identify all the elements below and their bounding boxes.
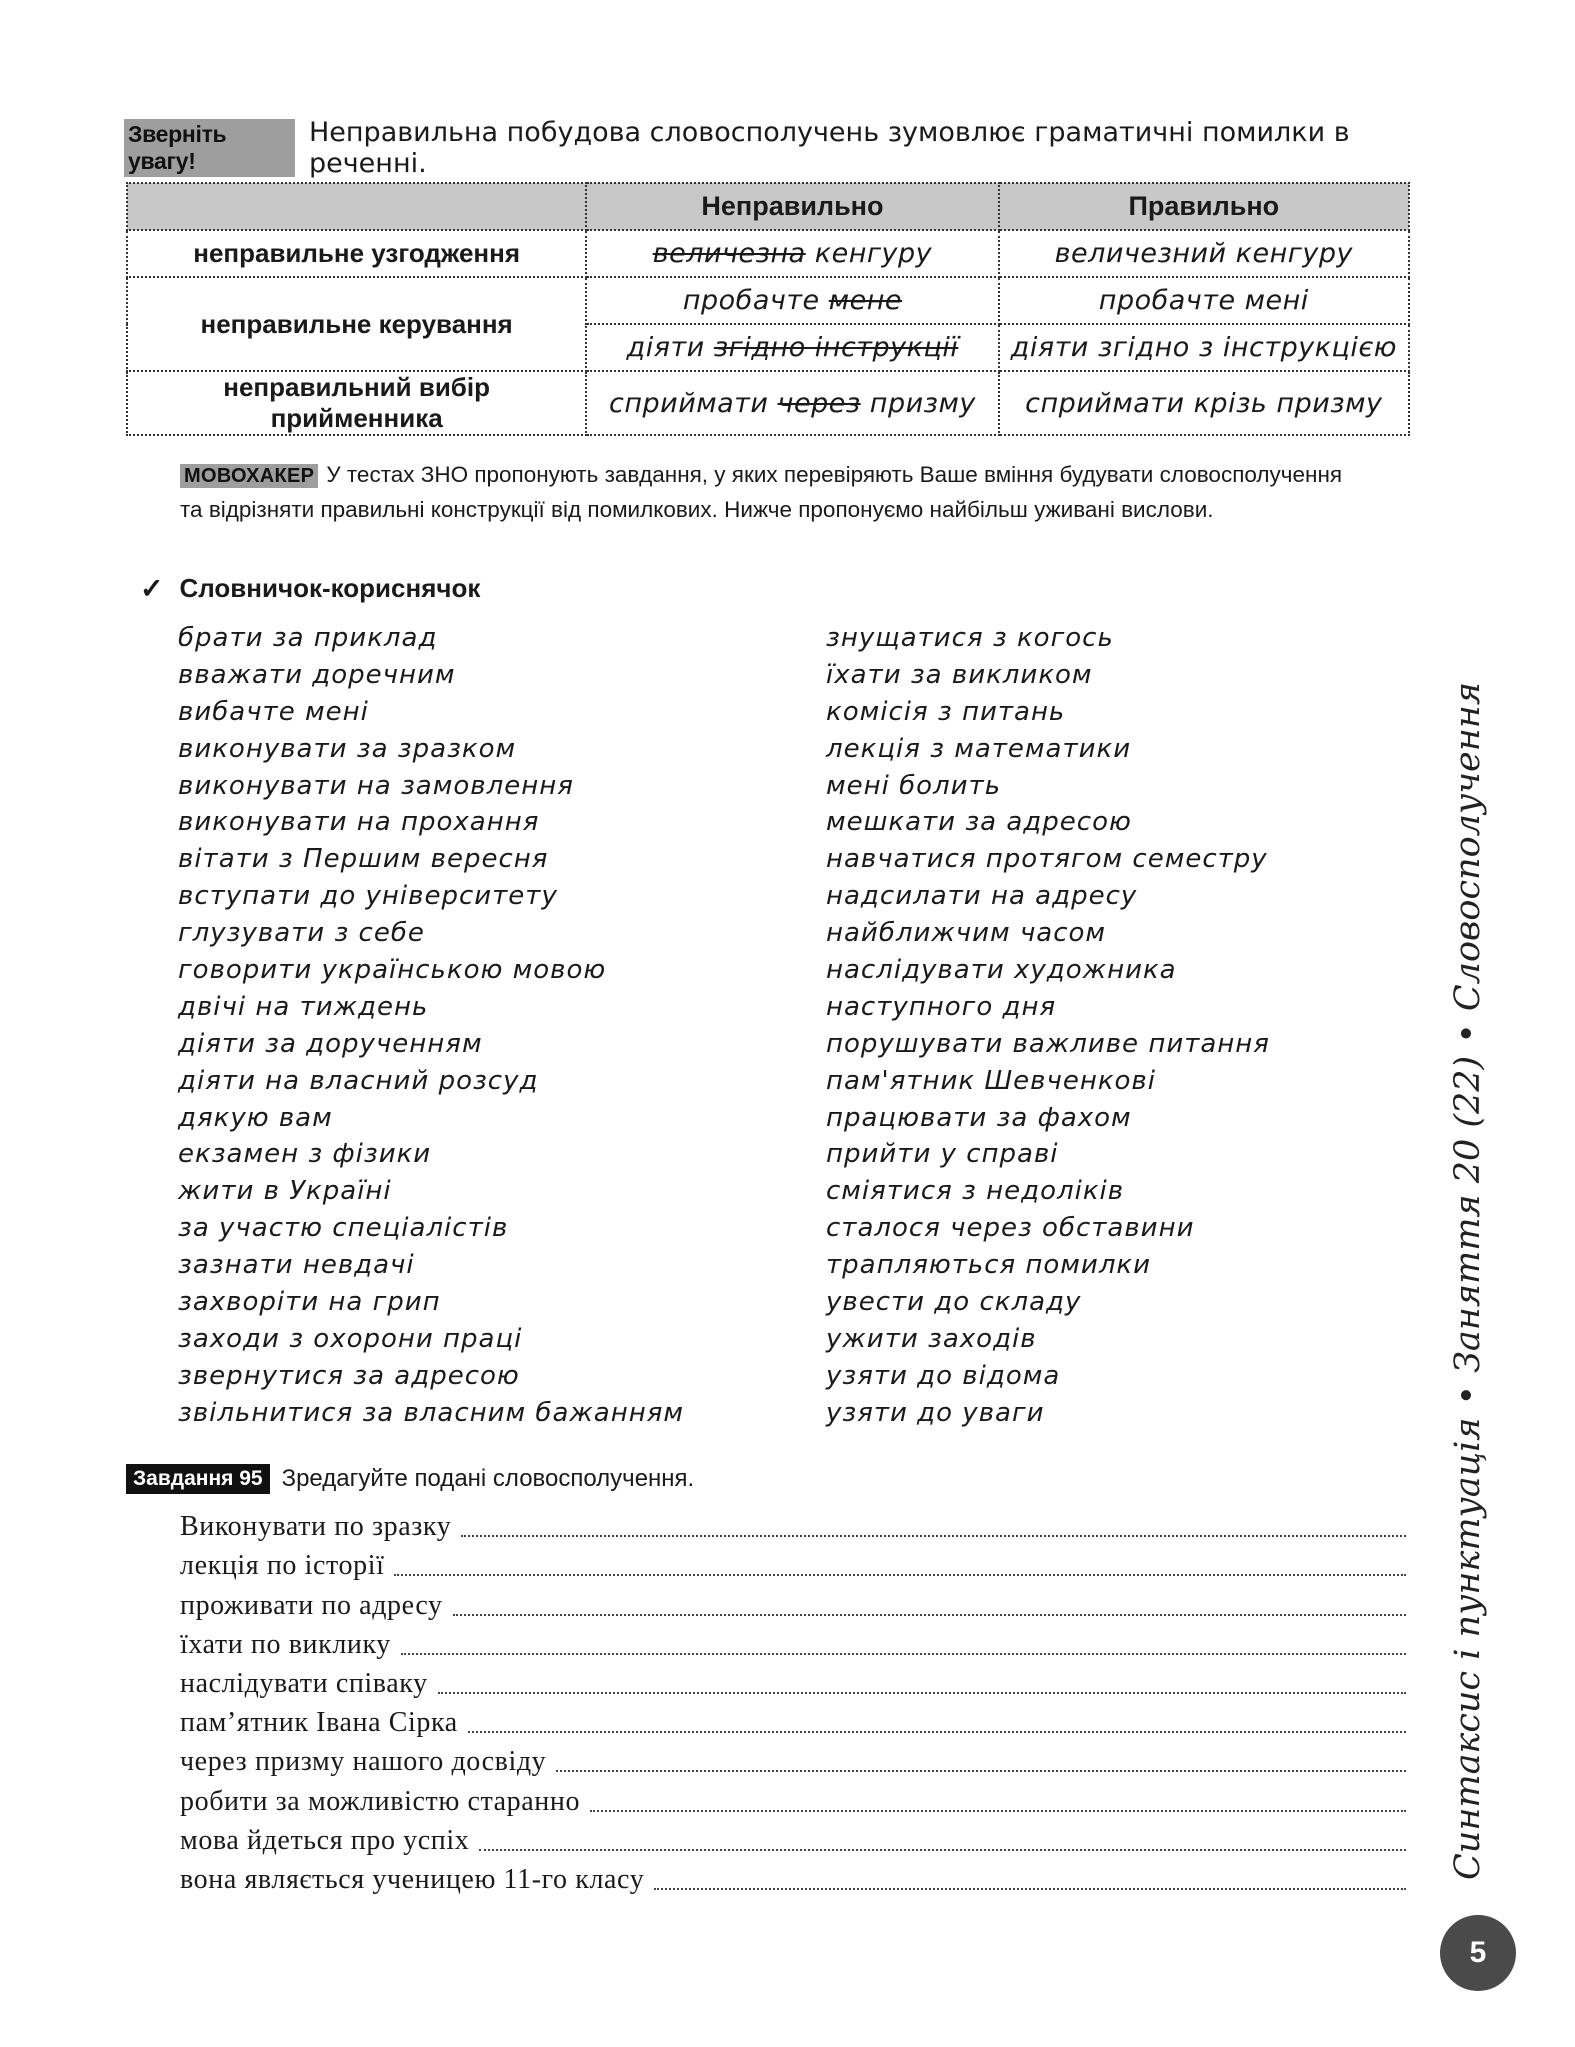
answer-line[interactable] (394, 1573, 1406, 1576)
list-item: ужити заходів (826, 1323, 1037, 1354)
list-item: заходи з охорони праці (178, 1323, 523, 1354)
exercise-row: лекція по історії (180, 1547, 1406, 1586)
list-item: дякую вам (178, 1102, 333, 1133)
list-item: сміятися з недоліків (826, 1176, 1125, 1207)
page-number: 5 (1440, 1915, 1516, 1991)
list-item: знущатися з когось (826, 623, 1114, 653)
list-item: вітати з Першим вересня (178, 844, 549, 875)
list-item: зазнати невдачі (178, 1250, 415, 1281)
exercise-row: Виконувати по зразку (180, 1508, 1406, 1547)
table-header-wrong: Неправильно (586, 183, 998, 230)
list-item: пам'ятник Шевченкові (826, 1065, 1156, 1096)
wrong-example: сприймати через призму (586, 371, 998, 435)
wrong-example: діяти згідно інструкції (586, 324, 998, 371)
struck-word: мене (828, 285, 902, 316)
table-row (127, 371, 1409, 435)
right-example: пробачте мені (999, 277, 1409, 324)
answer-line[interactable] (556, 1769, 1406, 1772)
answer-line[interactable] (461, 1534, 1406, 1537)
list-item: говорити українською мовою (178, 955, 607, 986)
list-item: узяти до уваги (826, 1397, 1045, 1428)
exercise-row: проживати по адресу (180, 1586, 1406, 1625)
struck-word: згідно інструкції (713, 332, 959, 363)
exercise-row: робити за можливістю старанно (180, 1782, 1406, 1821)
vocabulary-right-column (826, 620, 1270, 1432)
movohaker-tag: МОВОХАКЕР (180, 464, 318, 488)
table-category: неправильне керування (127, 277, 586, 371)
list-item: брати за приклад (178, 623, 438, 653)
exercise-row: мова йдеться про успіх (180, 1822, 1406, 1861)
right-example: сприймати крізь призму (999, 371, 1409, 435)
list-item: виконувати на прохання (178, 807, 540, 838)
table-row (127, 277, 1409, 324)
list-item: їхати за викликом (826, 659, 1093, 690)
list-item: вступати до університету (178, 881, 558, 912)
list-item: звернутися за адресою (178, 1360, 520, 1391)
bullet-icon: • (1448, 1384, 1488, 1406)
exercise-list (180, 1508, 1406, 1900)
list-item: вибачте мені (178, 696, 369, 727)
list-item: увести до складу (826, 1287, 1082, 1318)
movohaker-text: У тестах ЗНО пропонують завдання, у яких перевіряють Ваше вміння будувати словосполучення та відрізняти правильні конструкції від помилкових. Нижче пропонуємо найбільш уживані вислови. (180, 462, 1343, 522)
answer-line[interactable] (654, 1887, 1406, 1890)
table-header-row (127, 183, 1409, 230)
task-heading (126, 1464, 694, 1494)
list-item: порушувати важливе питання (826, 1028, 1270, 1059)
list-item: захворіти на грип (178, 1287, 441, 1318)
exercise-row: через призму нашого досвіду (180, 1743, 1406, 1782)
list-item: вважати доречним (178, 659, 456, 690)
list-item: за участю спеціалістів (178, 1213, 509, 1244)
exercise-row: наслідувати співаку (180, 1665, 1406, 1704)
list-item: сталося через обставини (826, 1213, 1195, 1244)
list-item: наступного дня (826, 991, 1057, 1022)
attention-tag: Зверніть увагу! (124, 119, 295, 177)
answer-line[interactable] (438, 1691, 1406, 1694)
list-item: екзамен з фізики (178, 1139, 432, 1170)
list-item: діяти на власний розсуд (178, 1065, 539, 1096)
list-item: узяти до відома (826, 1360, 1061, 1391)
list-item: лекція з математики (826, 733, 1132, 764)
vocabulary-heading (140, 572, 480, 605)
list-item: виконувати на замовлення (178, 770, 574, 801)
table-row (127, 230, 1409, 277)
list-item: навчатися протягом семестру (826, 844, 1268, 875)
attention-line (124, 117, 1414, 179)
struck-word: через (777, 387, 861, 419)
right-example: діяти згідно з інструкцією (999, 324, 1409, 371)
list-item: виконувати за зразком (178, 733, 517, 764)
list-item: жити в Україні (178, 1176, 392, 1207)
vocabulary-title: Словничок-кориснячок (179, 573, 481, 603)
comparison-table (126, 182, 1410, 436)
exercise-row: пам’ятник Івана Сірка (180, 1704, 1406, 1743)
list-item: найближчим часом (826, 918, 1107, 949)
list-item: глузувати з себе (178, 918, 425, 949)
movohaker-note (180, 458, 1360, 527)
right-example: величезний кенгуру (999, 230, 1409, 277)
side-running-title: Синтаксис і пунктуація•Заняття 20 (22)•Словосполучення (1448, 681, 1488, 1880)
table-header-empty (127, 183, 586, 230)
exercise-row: їхати по виклику (180, 1626, 1406, 1665)
table-header-right: Правильно (999, 183, 1409, 230)
answer-line[interactable] (453, 1613, 1406, 1616)
list-item: звільнитися за власним бажанням (178, 1397, 684, 1428)
wrong-example: пробачте мене (586, 277, 998, 324)
list-item: надсилати на адресу (826, 881, 1138, 912)
list-item: прийти у справі (826, 1139, 1059, 1170)
answer-line[interactable] (590, 1809, 1406, 1812)
wrong-example: величезна кенгуру (586, 230, 998, 277)
list-item: працювати за фахом (826, 1102, 1132, 1133)
table-category: неправильне узгодження (127, 230, 586, 277)
task-instruction: Зредагуйте подані словосполучення. (281, 1465, 695, 1492)
bullet-icon: • (1448, 1023, 1488, 1044)
task-tag: Завдання 95 (126, 1464, 270, 1494)
attention-text: Неправильна побудова словосполучень зумовлює граматичні помилки в реченні. (308, 117, 1350, 179)
table-category: неправильний вибір прийменника (127, 371, 586, 435)
list-item: діяти за дорученням (178, 1028, 483, 1059)
list-item: комісія з питань (826, 696, 1066, 727)
answer-line[interactable] (479, 1848, 1406, 1851)
list-item: мешкати за адресою (826, 807, 1132, 838)
answer-line[interactable] (468, 1730, 1406, 1733)
answer-line[interactable] (401, 1652, 1406, 1655)
list-item: наслідувати художника (826, 955, 1177, 986)
checkmark-icon: ✓ (140, 573, 164, 604)
list-item: двічі на тиждень (178, 991, 429, 1022)
vocabulary-left-column (178, 620, 684, 1432)
list-item: мені болить (826, 770, 1002, 801)
exercise-row: вона являється ученицею 11-го класу (180, 1861, 1406, 1900)
list-item: трапляються помилки (826, 1250, 1152, 1281)
struck-word: величезна (652, 238, 806, 269)
